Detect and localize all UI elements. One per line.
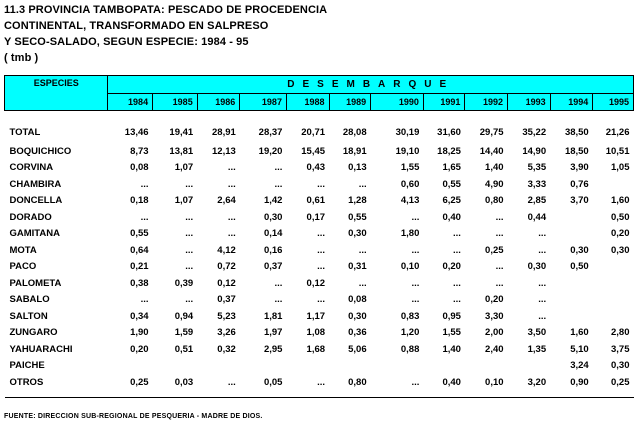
cell-value: 1,28 — [348, 195, 367, 207]
cell-value: 5,06 — [348, 343, 367, 355]
cell-value: ... — [317, 376, 326, 388]
cell-value — [329, 358, 371, 375]
cell-value: ... — [185, 294, 194, 306]
cell-value: 0,16 — [263, 244, 283, 256]
cell-value — [423, 358, 465, 375]
table-row — [5, 259, 634, 276]
cell-value: 1,60 — [611, 195, 630, 207]
cell-value — [593, 176, 634, 193]
cell-value: 0,39 — [174, 277, 194, 289]
cell-value: 1,55 — [442, 327, 461, 339]
cell-value: 3,33 — [527, 178, 547, 190]
cell-value: 0,30 — [570, 244, 589, 256]
cell-value: 0,40 — [442, 211, 461, 223]
cell-value: 18,91 — [342, 145, 367, 157]
title-line-3: Y SECO-SALADO, SEGUN ESPECIE: 1984 - 95 — [4, 36, 249, 48]
desembarque-header: DESEMBARQUE — [108, 76, 634, 94]
cell-value: 0,20 — [611, 228, 630, 240]
cell-value: 1,68 — [306, 343, 326, 355]
cell-value: ... — [317, 178, 326, 190]
cell-value: 0,30 — [611, 360, 630, 372]
cell-value: ... — [140, 178, 149, 190]
cell-value: ... — [227, 162, 236, 174]
cell-value: ... — [185, 228, 194, 240]
cell-value: ... — [538, 310, 547, 322]
cell-value: 18,50 — [564, 145, 589, 157]
total-value: 13,46 — [124, 126, 149, 138]
cell-value: 19,20 — [258, 145, 283, 157]
cell-value: 19,10 — [395, 145, 420, 157]
cell-value: 0,80 — [348, 376, 367, 388]
total-value: 31,60 — [437, 126, 461, 138]
cell-value: 0,03 — [174, 376, 194, 388]
cell-value: 0,12 — [217, 277, 236, 289]
cell-value: 0,36 — [348, 327, 367, 339]
species-name: CHAMBIRA — [9, 178, 62, 190]
cell-value — [371, 358, 424, 375]
cell-value: ... — [317, 228, 326, 240]
total-value: 29,75 — [479, 126, 504, 138]
cell-value: 3,26 — [217, 327, 236, 339]
cell-value: 0,30 — [348, 228, 367, 240]
cell-value: 0,30 — [263, 211, 283, 223]
cell-value: 0,40 — [442, 376, 461, 388]
year-header: 1987 — [240, 94, 287, 111]
cell-value: 0,72 — [217, 261, 236, 273]
cell-value: ... — [495, 277, 504, 289]
species-name: YAHUARACHI — [9, 343, 73, 355]
cell-value: 1,90 — [130, 327, 149, 339]
cell-value: 0,94 — [174, 310, 194, 322]
cell-value: 0,31 — [348, 261, 367, 273]
cell-value: ... — [317, 244, 326, 256]
table-row — [5, 358, 634, 375]
cell-value: 2,40 — [485, 343, 504, 355]
year-header: 1994 — [550, 94, 593, 111]
cell-value: ... — [274, 162, 283, 174]
cell-value: 0,55 — [348, 211, 367, 223]
cell-value: ... — [495, 261, 504, 273]
cell-value: 0,95 — [442, 310, 461, 322]
cell-value: 0,13 — [348, 162, 367, 174]
cell-value: ... — [227, 211, 236, 223]
species-name: MOTA — [9, 244, 37, 256]
cell-value: 0,25 — [485, 244, 504, 256]
cell-value: 1,07 — [174, 162, 194, 174]
cell-value: ... — [411, 211, 420, 223]
cell-value: 0,10 — [400, 261, 420, 273]
cell-value: 8,73 — [130, 145, 149, 157]
cell-value: 0,88 — [400, 343, 420, 355]
table-row — [5, 275, 634, 292]
cell-value: ... — [538, 228, 547, 240]
cell-value — [593, 308, 634, 325]
cell-value: ... — [495, 211, 504, 223]
total-value: 38,50 — [564, 126, 589, 138]
cell-value: 14,40 — [479, 145, 504, 157]
cell-value: 10,51 — [605, 145, 630, 157]
cell-value: 4,13 — [400, 195, 420, 207]
table-row — [5, 160, 634, 177]
cell-value: ... — [274, 178, 283, 190]
cell-value: 3,90 — [570, 162, 589, 174]
cell-value: ... — [274, 277, 283, 289]
cell-value: 0,51 — [174, 343, 194, 355]
year-header: 1985 — [153, 94, 198, 111]
cell-value: ... — [227, 376, 236, 388]
source-note: FUENTE: DIRECCION SUB-REGIONAL DE PESQUERIA - MADRE DE DIOS. — [4, 413, 263, 420]
cell-value: 6,25 — [442, 195, 461, 207]
cell-value: 1,08 — [306, 327, 326, 339]
total-label: TOTAL — [9, 126, 41, 138]
cell-value: 3,75 — [611, 343, 630, 355]
total-value: 30,19 — [395, 126, 420, 138]
table-row — [5, 292, 634, 309]
cell-value — [240, 358, 287, 375]
cell-value: 0,30 — [348, 310, 367, 322]
cell-value — [508, 358, 551, 375]
cell-value: 3,20 — [527, 376, 547, 388]
cell-value: 1,55 — [400, 162, 420, 174]
cell-value: 0,37 — [217, 294, 236, 306]
cell-value: ... — [453, 244, 461, 256]
cell-value: ... — [317, 261, 326, 273]
cell-value: 1,17 — [306, 310, 326, 322]
cell-value: 2,64 — [217, 195, 236, 207]
species-column-header: ESPECIES — [5, 76, 108, 111]
cell-value: 1,20 — [400, 327, 420, 339]
cell-value: ... — [538, 277, 547, 289]
cell-value: ... — [411, 294, 420, 306]
cell-value: ... — [227, 178, 236, 190]
cell-value: 0,20 — [485, 294, 504, 306]
species-name: DONCELLA — [9, 195, 63, 207]
year-header: 1992 — [465, 94, 508, 111]
table-row — [5, 209, 634, 226]
cell-value: ... — [185, 261, 194, 273]
total-value: 21,26 — [605, 126, 630, 138]
cell-value — [550, 308, 593, 325]
cell-value: ... — [411, 277, 420, 289]
title-line-1: 11.3 PROVINCIA TAMBOPATA: PESCADO DE PROCEDENCIA — [4, 4, 328, 16]
cell-value: 0,61 — [306, 195, 326, 207]
cell-value — [593, 275, 634, 292]
cell-value: 0,76 — [570, 178, 589, 190]
cell-value: 1,97 — [263, 327, 283, 339]
table-row — [5, 176, 634, 193]
cell-value: 1,35 — [527, 343, 547, 355]
cell-value: 0,34 — [130, 310, 149, 322]
total-value: 28,08 — [342, 126, 367, 138]
species-name: BOQUICHICO — [9, 145, 72, 157]
cell-value: ... — [538, 294, 547, 306]
cell-value: 4,12 — [217, 244, 236, 256]
cell-value: ... — [411, 244, 420, 256]
cell-value: 2,85 — [527, 195, 547, 207]
cell-value: 0,05 — [263, 376, 283, 388]
cell-value: 0,08 — [130, 162, 149, 174]
cell-value: 0,18 — [130, 195, 149, 207]
species-name: GAMITANA — [9, 228, 60, 240]
cell-value: 1,81 — [263, 310, 283, 322]
header-row-group — [5, 76, 634, 94]
table-row — [5, 193, 634, 210]
cell-value — [197, 358, 240, 375]
cell-value: 0,50 — [611, 211, 630, 223]
table-row — [5, 226, 634, 243]
cell-value: ... — [140, 211, 149, 223]
cell-value: 0,55 — [130, 228, 149, 240]
cell-value: 3,24 — [570, 360, 589, 372]
cell-value: 0,17 — [306, 211, 326, 223]
cell-value: 3,70 — [570, 195, 589, 207]
cell-value: ... — [453, 294, 461, 306]
year-header: 1989 — [329, 94, 371, 111]
cell-value: 1,07 — [174, 195, 194, 207]
cell-value: 5,35 — [527, 162, 547, 174]
species-name: PALOMETA — [9, 277, 62, 289]
cell-value: 0,21 — [130, 261, 149, 273]
cell-value: 0,60 — [400, 178, 420, 190]
species-name: ZUNGARO — [9, 327, 58, 339]
cell-value: ... — [358, 178, 367, 190]
cell-value: ... — [227, 228, 236, 240]
year-header: 1993 — [508, 94, 551, 111]
species-name: SALTON — [9, 310, 48, 322]
cell-value: 18,25 — [437, 145, 461, 157]
cell-value: 1,40 — [485, 162, 504, 174]
total-value: 20,71 — [301, 126, 326, 138]
species-name: SABALO — [9, 294, 50, 306]
cell-value — [550, 226, 593, 243]
cell-value: 0,08 — [348, 294, 367, 306]
table-title — [4, 2, 327, 66]
year-header: 1984 — [108, 94, 153, 111]
cell-value: 3,50 — [527, 327, 547, 339]
table-row — [5, 341, 634, 358]
cell-value: 0,38 — [130, 277, 149, 289]
cell-value: 4,90 — [485, 178, 504, 190]
total-value: 28,91 — [212, 126, 236, 138]
cell-value — [593, 259, 634, 276]
cell-value: 13,81 — [169, 145, 194, 157]
cell-value: 0,20 — [130, 343, 149, 355]
cell-value: 0,50 — [570, 261, 589, 273]
cell-value: 0,83 — [400, 310, 420, 322]
cell-value: 0,43 — [306, 162, 326, 174]
cell-value: ... — [274, 294, 283, 306]
cell-value — [593, 292, 634, 309]
cell-value: 0,30 — [611, 244, 630, 256]
year-header: 1990 — [371, 94, 424, 111]
cell-value: ... — [358, 244, 367, 256]
cell-value: 0,80 — [485, 195, 504, 207]
table-row — [5, 325, 634, 342]
cell-value: 1,42 — [263, 195, 283, 207]
total-value: 19,41 — [169, 126, 194, 138]
species-landing-table — [4, 75, 634, 398]
cell-value — [550, 275, 593, 292]
cell-value: 1,05 — [611, 162, 630, 174]
species-name: OTROS — [9, 376, 44, 388]
cell-value: ... — [185, 211, 194, 223]
cell-value — [286, 358, 329, 375]
cell-value: 0,32 — [217, 343, 236, 355]
cell-value: ... — [185, 244, 194, 256]
cell-value: 2,95 — [263, 343, 283, 355]
cell-value: 1,40 — [442, 343, 461, 355]
cell-value: ... — [453, 277, 461, 289]
cell-value: 0,37 — [263, 261, 283, 273]
cell-value: 0,25 — [611, 376, 630, 388]
cell-value: 15,45 — [301, 145, 326, 157]
cell-value: ... — [411, 376, 420, 388]
year-header: 1995 — [593, 94, 634, 111]
cell-value: 0,30 — [527, 261, 547, 273]
cell-value: 3,30 — [485, 310, 504, 322]
year-header: 1991 — [423, 94, 465, 111]
species-name: DORADO — [9, 211, 52, 223]
year-header: 1986 — [197, 94, 240, 111]
table-row — [5, 242, 634, 259]
cell-value: 0,10 — [485, 376, 504, 388]
title-line-2: CONTINENTAL, TRANSFORMADO EN SALPRESO — [4, 20, 269, 32]
cell-value: 2,00 — [485, 327, 504, 339]
cell-value: ... — [185, 178, 194, 190]
cell-value — [153, 358, 198, 375]
cell-value: 5,23 — [217, 310, 236, 322]
cell-value — [108, 358, 153, 375]
table-row — [5, 143, 634, 160]
cell-value: ... — [453, 228, 461, 240]
species-name: PACO — [9, 261, 37, 273]
cell-value: 1,65 — [442, 162, 461, 174]
cell-value: 12,13 — [212, 145, 236, 157]
cell-value: ... — [140, 294, 149, 306]
cell-value: ... — [495, 228, 504, 240]
table-row — [5, 308, 634, 325]
cell-value: 5,10 — [570, 343, 589, 355]
total-row — [5, 121, 634, 143]
cell-value: ... — [358, 277, 367, 289]
cell-value: 1,60 — [570, 327, 589, 339]
cell-value: 0,25 — [130, 376, 149, 388]
cell-value: 1,59 — [174, 327, 194, 339]
year-header: 1988 — [286, 94, 329, 111]
title-unit: ( tmb ) — [4, 52, 39, 64]
species-name: CORVINA — [9, 162, 54, 174]
total-value: 28,37 — [258, 126, 283, 138]
table-row — [5, 374, 634, 391]
cell-value: 14,90 — [522, 145, 547, 157]
cell-value: 0,90 — [570, 376, 589, 388]
cell-value: 2,80 — [611, 327, 630, 339]
cell-value: 0,20 — [442, 261, 461, 273]
cell-value: 0,14 — [263, 228, 283, 240]
total-value: 35,22 — [522, 126, 547, 138]
cell-value — [550, 292, 593, 309]
cell-value — [465, 358, 508, 375]
cell-value — [550, 209, 593, 226]
species-name: PAICHE — [9, 360, 45, 372]
cell-value: 0,44 — [527, 211, 547, 223]
cell-value: ... — [538, 244, 547, 256]
cell-value: 0,64 — [130, 244, 149, 256]
cell-value: 0,12 — [306, 277, 326, 289]
cell-value: 1,80 — [400, 228, 420, 240]
cell-value: ... — [317, 294, 326, 306]
cell-value: 0,55 — [442, 178, 461, 190]
